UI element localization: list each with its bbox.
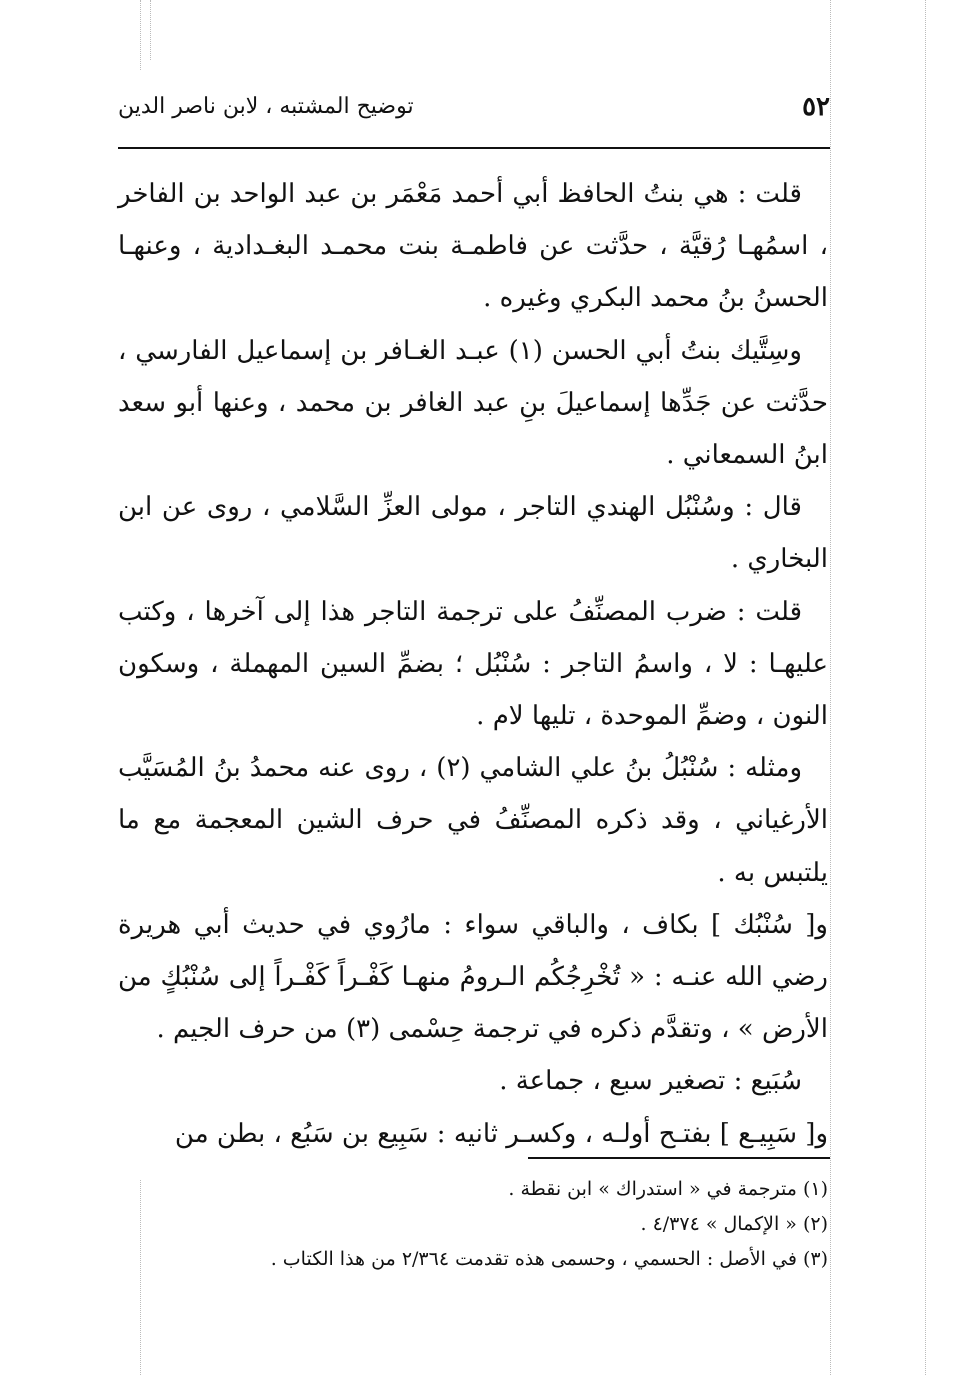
paragraph: و[ سُنْبُك ] بكاف ، والباقي سواء : مارُوي في حديث أبي هريرة رضي الله عنـه : « تُخْرِجُكُم الـرومُ منهـا كَفْـراً كَفْـراً إلى سُنْبُكٍ من الأرض » ، وتقدَّم ذكره في ترجمة حِسْمى (٣) من حرف الجيم . <box>118 909 828 1045</box>
footnote: (١) مترجمة في « استدراك » ابن نقطة . <box>508 1178 828 1200</box>
main-text <box>118 168 828 1160</box>
running-title: توضيح المشتبه ، لابن ناصر الدين <box>118 94 414 119</box>
paragraph: و[ سَبِيـع ] بفتـح أولـه ، وكسـر ثانيه : سَبِيع بن سَبُع ، بطن من <box>174 1118 828 1149</box>
footnotes <box>118 1172 828 1277</box>
page-header <box>118 92 830 132</box>
paragraph: ومثله : سُنْبُلُ بنُ علي الشامي (٢) ، روى عنه محمدُ بنُ المُسَيَّب الأرغياني ، وقد ذكره المصنِّفُ في حرف الشين المعجمة مع ما يلتبس به . <box>118 753 828 888</box>
paragraph: سُبَيع : تصغير سبع ، جماعة . <box>499 1066 802 1097</box>
paragraph: وسِتَّيك بنتُ أبي الحسن (١) عبـد الغـافر بن إسماعيل الفارسي ، حدَّثت عن جَدِّها إسماعيلَ بنِ عبد الغافر بن محمد ، وعنها أبو سعد ابنُ السمعاني . <box>118 335 828 471</box>
footnote: (٣) في الأصل : الحسمي ، وحسمى هذه تقدمت ٢/٣٦٤ من هذا الكتاب . <box>270 1248 828 1270</box>
header-rule <box>118 147 830 149</box>
page-number: ٥٢ <box>802 92 830 122</box>
paragraph: قال : وسُنْبُل الهندي التاجر ، مولى العزِّ السَّلامي ، روى عن ابن البخاري . <box>118 492 828 575</box>
footnote: (٢) « الإكمال » ٤/٣٧٤ . <box>640 1213 828 1235</box>
paragraph: قلت : ضرب المصنِّفُ على ترجمة التاجر هذا إلى آخرها ، وكتب عليهـا : لا ، واسمُ التاجر : سُنْبُل ؛ بضمِّ السين المهملة ، وسكون النون ، وضمِّ الموحدة ، تليها لام . <box>118 596 828 732</box>
footnote-rule <box>528 1157 830 1159</box>
paragraph: قلت : هي بنتُ الحافظ أبي أحمد مَعْمَر بن عبد الواحد بن الفاخر ، اسمُهـا رُقيَّة ، حدَّثت عن فاطمـة بنت محمـد البغـدادية ، وعنهـا الحسنُ بنُ محمد البكري وغيره . <box>118 179 828 314</box>
